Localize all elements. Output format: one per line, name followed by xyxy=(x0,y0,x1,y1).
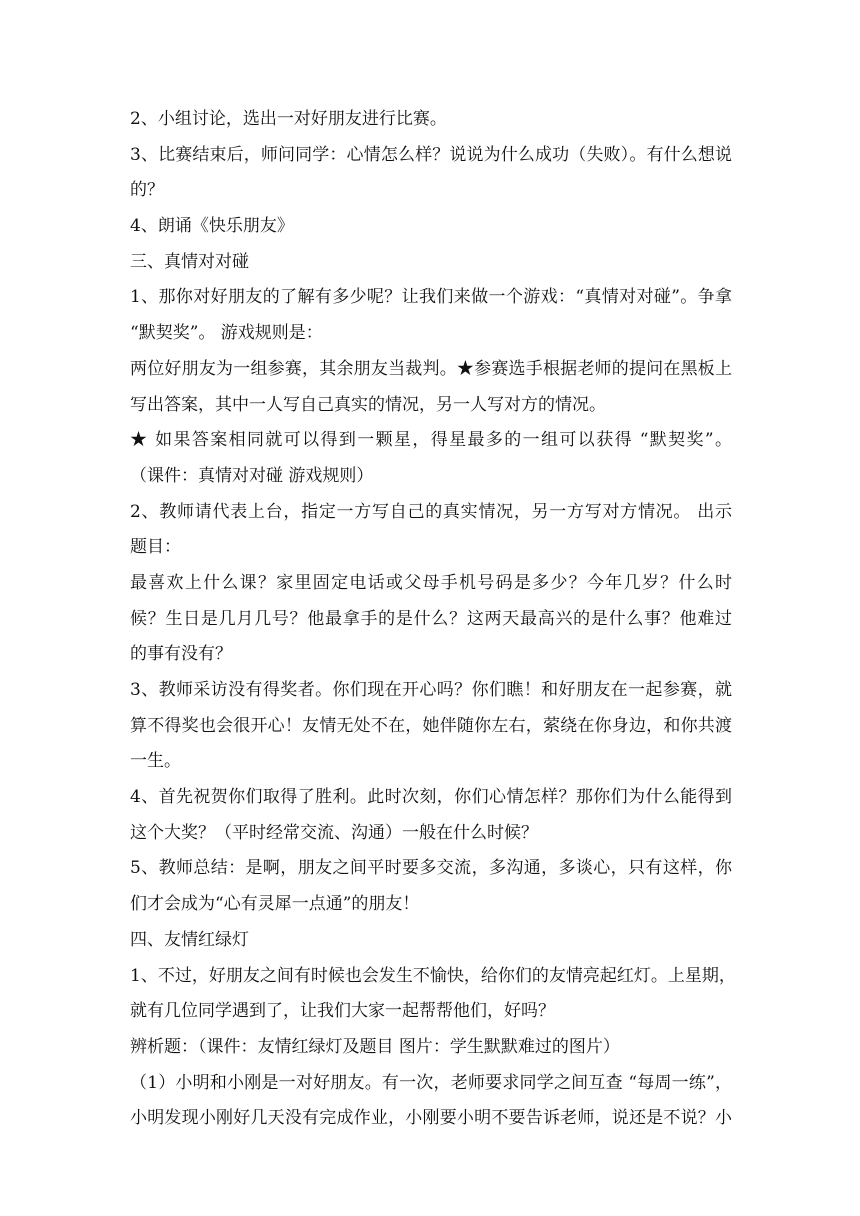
text-line-25: 1、不过，好朋友之间有时候也会发生不愉快，给你们的友情亮起红灯。上星期， xyxy=(130,965,736,986)
text-line-15: 候？生日是几月几号？他最拿手的是什么？这两天最高兴的是什么事？他难过 xyxy=(130,608,732,629)
text-line-17: 3、教师采访没有得奖者。你们现在开心吗？你们瞧！和好朋友在一起参赛，就 xyxy=(130,680,732,700)
text-line-3: 的？ xyxy=(130,180,164,201)
text-line-19: 一生。 xyxy=(130,751,181,772)
text-line-1: 2、小组讨论，选出一对好朋友进行比赛。 xyxy=(130,109,447,129)
text-line-10: ★ 如果答案相同就可以得到一颗星，得星最多的一组可以获得 “默契奖”。 xyxy=(130,430,732,451)
text-line-13: 题目： xyxy=(130,537,181,558)
text-line-12: 2、教师请代表上台，指定一方写自己的真实情况，另一方写对方情况。 出示 xyxy=(130,501,732,522)
text-line-27: 辨析题：（课件：友情红绿灯及题目 图片：学生默默难过的图片） xyxy=(130,1036,620,1057)
text-line-7: “默契奖”。 游戏规则是： xyxy=(130,323,323,344)
text-line-2: 3、比赛结束后，师问同学：心情怎么样？说说为什么成功（失败）。有什么想说 xyxy=(130,144,732,165)
text-line-22: 5、教师总结：是啊，朋友之间平时要多交流，多沟通，多谈心，只有这样，你 xyxy=(130,858,732,879)
section-heading-4: 四、友情红绿灯 xyxy=(130,929,249,950)
text-line-16: 的事有没有？ xyxy=(130,644,232,665)
text-line-29: 小明发现小刚好几天没有完成作业，小刚要小明不要告诉老师，说还是不说？小 xyxy=(130,1108,732,1129)
text-line-11: （课件：真情对对碰 游戏规则） xyxy=(130,465,374,486)
text-line-14: 最喜欢上什么课？家里固定电话或父母手机号码是多少？今年几岁？什么时 xyxy=(130,572,732,593)
text-line-20: 4、首先祝贺你们取得了胜利。此时次刻，你们心情怎样？那你们为什么能得到 xyxy=(130,787,732,808)
text-line-28: （1）小明和小刚是一对好朋友。有一次，老师要求同学之间互查 “每周一练”， xyxy=(130,1072,732,1093)
text-line-26: 就有几位同学遇到了，让我们大家一起帮帮他们，好吗？ xyxy=(130,1001,555,1022)
text-line-9: 写出答案，其中一人写自己真实的情况，另一人写对方的情况。 xyxy=(130,394,606,415)
text-line-8: 两位好朋友为一组参赛，其余朋友当裁判。★参赛选手根据老师的提问在黑板上 xyxy=(130,358,732,379)
section-heading-3: 三、真情对对碰 xyxy=(130,251,249,272)
text-line-6: 1、那你对好朋友的了解有多少呢？让我们来做一个游戏：“真情对对碰”。争拿 xyxy=(130,287,732,308)
text-line-18: 算不得奖也会很开心！友情无处不在，她伴随你左右，萦绕在你身边，和你共渡 xyxy=(130,715,732,736)
text-line-23: 们才会成为“心有灵犀一点通”的朋友！ xyxy=(130,894,420,915)
text-line-21: 这个大奖？（平时经常交流、沟通）一般在什么时候？ xyxy=(130,822,538,843)
text-line-4: 4、朗诵《快乐朋友》 xyxy=(130,216,294,237)
